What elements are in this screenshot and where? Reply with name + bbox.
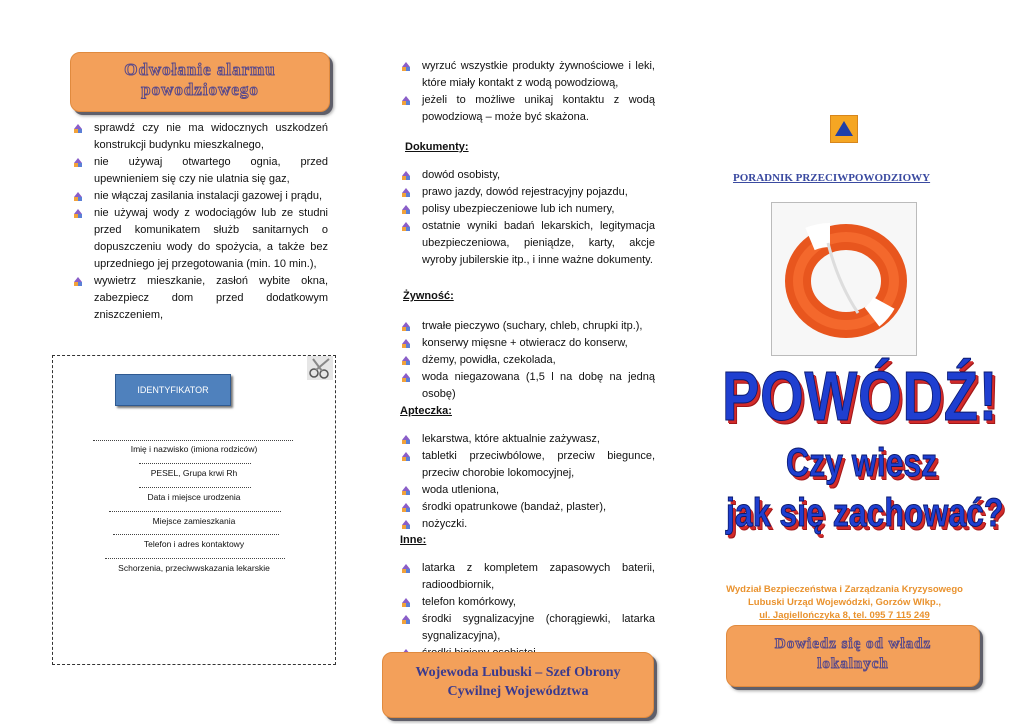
- list-item: wyrzuć wszystkie produkty żywnościowe i leki, które miały kontakt z wodą powodziową,: [400, 58, 655, 92]
- section-heading-documents: Dokumenty:: [405, 141, 469, 153]
- list-item: dżemy, powidła, czekolada,: [400, 352, 655, 369]
- list-item: dowód osobisty,: [400, 167, 655, 184]
- id-card: [52, 355, 336, 665]
- list-item: nie używaj wody z wodociągów lub ze studni przed komunikatem służb sanitarnych o dopuszczeniu wody do spożycia, a także bez uprzedniego jej przegotowania (min. 10 min.),: [72, 205, 328, 273]
- section-heading-first-aid: Apteczka:: [400, 405, 452, 417]
- title-line-3: jak się zachować?: [726, 491, 1004, 535]
- list-item: jeżeli to możliwe unikaj kontaktu z wodą powodziową – może być skażona.: [400, 92, 655, 126]
- id-field: PESEL, Grupa krwi Rh: [150, 468, 238, 478]
- list-item: latarka z kompletem zapasowych baterii, radioodbiornik,: [400, 560, 655, 594]
- list-item: polisy ubezpieczeniowe lub ich numery,: [400, 201, 655, 218]
- panel3-bottom-text: Dowiedz się od władz lokalnych: [774, 636, 932, 672]
- list-item: nożyczki.: [400, 516, 655, 533]
- other-list: [400, 560, 655, 662]
- address-line: Wydział Bezpieczeństwa i Zarządzania Kryzysowego: [726, 584, 963, 595]
- panel2-top-list: [400, 58, 655, 126]
- list-item: środki sygnalizacyjne (chorągiewki, latarka sygnalizacyjna),: [400, 611, 655, 645]
- list-item: tabletki przeciwbólowe, przeciw biegunce, przeciw chorobie lokomocyjnej,: [400, 448, 655, 482]
- scissors-icon: [307, 356, 333, 380]
- food-list: [400, 318, 655, 403]
- id-field: Schorzenia, przeciwwskazania lekarskie: [118, 563, 270, 573]
- list-item: lekarstwa, które aktualnie zażywasz,: [400, 431, 655, 448]
- civil-defense-logo-icon: [830, 115, 858, 143]
- lifebuoy-image: [771, 202, 917, 356]
- guide-subtitle: PORADNIK PRZECIWPOWODZIOWY: [733, 172, 931, 184]
- address-line: Lubuski Urząd Wojewódzki, Gorzów Wlkp.,: [747, 597, 941, 608]
- id-card-title: IDENTYFIKATOR: [137, 385, 209, 395]
- panel3-bottom-box: [726, 625, 980, 687]
- title-line-2: Czy wiesz: [786, 441, 938, 485]
- list-item: nie włączaj zasilania instalacji gazowej i prądu,: [72, 188, 328, 205]
- list-item: wywietrz mieszkanie, zasłoń wybite okna, zabezpiecz dom przed dodatkowym zniszczeniem,: [72, 273, 328, 324]
- panel2-bottom-box: [382, 652, 654, 718]
- list-item: telefon komórkowy,: [400, 594, 655, 611]
- address-line: ul. Jagiellończyka 8, tel. 095 7 115 249: [759, 610, 930, 621]
- section-heading-other: Inne:: [400, 534, 427, 546]
- panel1-list: [72, 120, 328, 324]
- list-item: trwałe pieczywo (suchary, chleb, chrupki itp.),: [400, 318, 655, 335]
- list-item: prawo jazdy, dowód rejestracyjny pojazdu,: [400, 184, 655, 201]
- list-item: sprawdź czy nie ma widocznych uszkodzeń konstrukcji budynku mieszkalnego,: [72, 120, 328, 154]
- list-item: nie używaj otwartego ognia, przed upewnieniem się czy nie ulatnia się gaz,: [72, 154, 328, 188]
- first-aid-list: [400, 431, 655, 533]
- list-item: woda utleniona,: [400, 482, 655, 499]
- documents-list: [400, 167, 655, 269]
- id-field: Imię i nazwisko (imiona rodziców): [130, 444, 258, 454]
- address-block: [722, 583, 967, 622]
- section-heading-food: Żywność:: [403, 290, 454, 302]
- list-item: środki opatrunkowe (bandaż, plaster),: [400, 499, 655, 516]
- panel1-title-box: [70, 52, 330, 112]
- id-field: Miejsce zamieszkania: [152, 516, 236, 526]
- main-title: POWÓDŹ!: [722, 357, 999, 435]
- id-card-title-box: [115, 374, 231, 406]
- panel2-bottom-text: Wojewoda Lubuski – Szef Obrony Cywilnej Województwa: [415, 665, 621, 699]
- list-item: konserwy mięsne + otwieracz do konserw,: [400, 335, 655, 352]
- list-item: ostatnie wyniki badań lekarskich, legitymacja ubezpieczeniowa, pieniądze, karty, akcje wyroby jubilerskie itp., i inne ważne dokumenty.: [400, 218, 655, 269]
- id-field: Telefon i adres kontaktowy: [143, 539, 245, 549]
- id-field: Data i miejsce urodzenia: [147, 492, 241, 502]
- list-item: woda niegazowana (1,5 l na dobę na jedną osobę): [400, 369, 655, 403]
- panel1-title: Odwołanie alarmu powodziowego: [124, 60, 276, 99]
